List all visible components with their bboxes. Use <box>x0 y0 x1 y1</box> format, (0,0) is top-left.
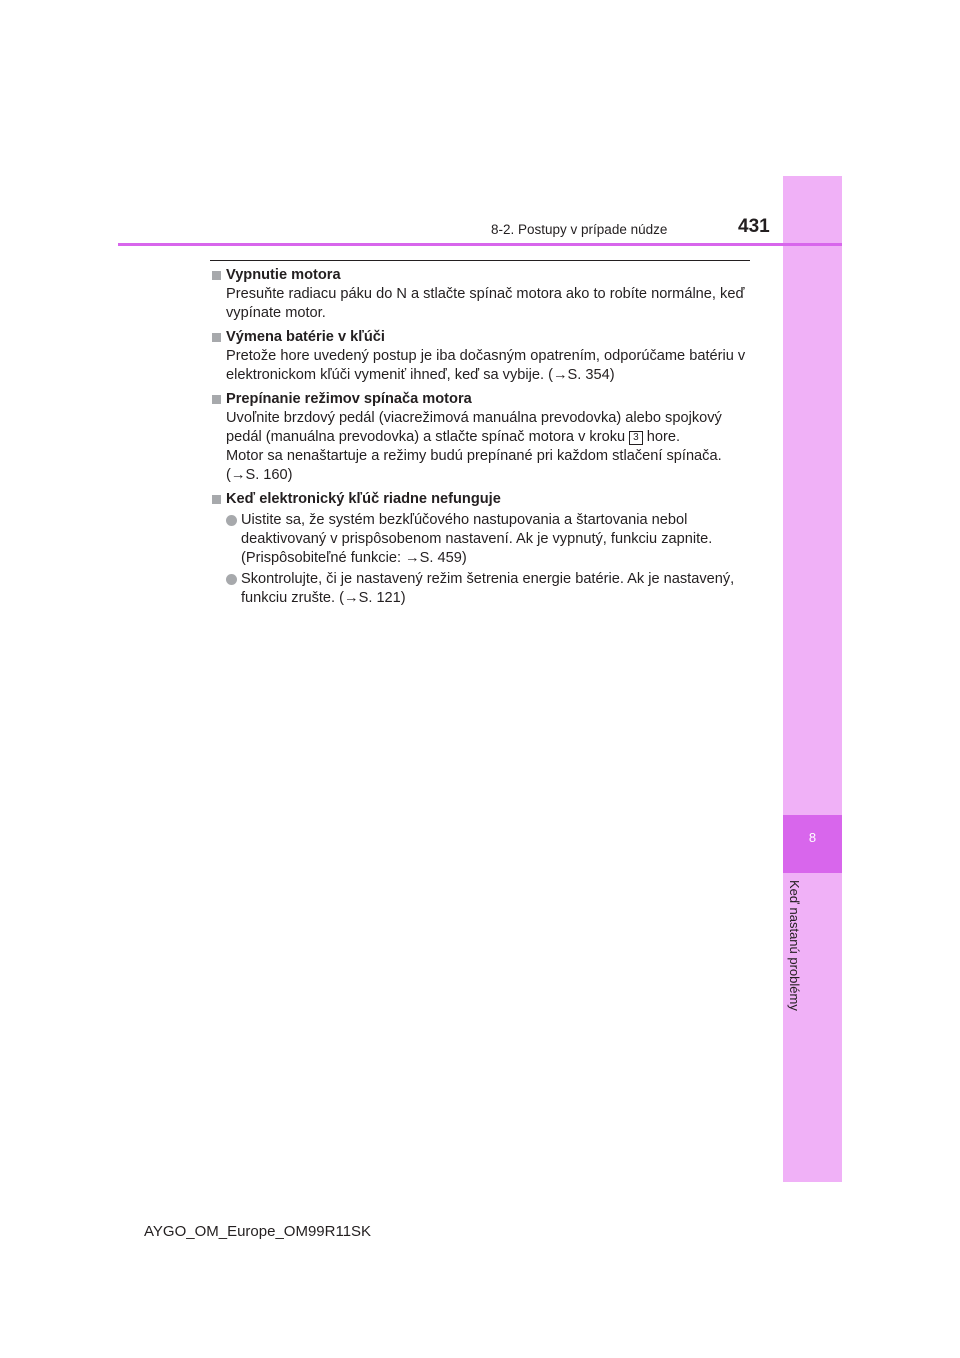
chapter-title: Keď nastanú problémy <box>787 880 802 1011</box>
item-key-malfunction <box>210 490 750 608</box>
square-bullet-icon <box>212 333 221 342</box>
content-top-rule <box>210 260 750 261</box>
item-heading: Vypnutie motora <box>226 267 341 283</box>
list-item <box>226 511 750 568</box>
chapter-number: 8 <box>808 830 817 845</box>
item-text: Pretože hore uvedený postup je iba dočasným opatrením, odporúčame batériu v elektronickom kľúči vymeniť ihneď, keď sa vybije. (→S. 354) <box>226 348 746 383</box>
item-text-before-step: Uvoľnite brzdový pedál (viacrežimová manuálna prevodovka) alebo spojkový pedál (manuálna prevodovka) a stlačte spínač motora v kroku <box>226 410 722 445</box>
circle-bullet-icon <box>226 574 237 585</box>
item-switch-modes <box>210 390 750 485</box>
bullet-text: Uistite sa, že systém bezkľúčového nastupovania a štartovania nebol deaktivovaný v prispôsobenom nastavení. Ak je vypnutý, funkciu zapnite. (Prispôsobiteľné funkcie: →S. 459) <box>241 512 713 566</box>
item-text-2: Motor sa nenaštartuje a režimy budú prepínané pri každom stlačení spínača. (→S. 160) <box>226 448 722 483</box>
circle-bullet-icon <box>226 515 237 526</box>
bullet-text: Skontrolujte, či je nastavený režim šetrenia energie batérie. Ak je nastavený, funkciu zrušte. (→S. 121) <box>241 571 735 606</box>
item-text: Presuňte radiacu páku do N a stlačte spínač motora ako to robíte normálne, keď vypínate motor. <box>226 286 745 321</box>
item-key-battery <box>210 328 750 385</box>
square-bullet-icon <box>212 495 221 504</box>
page-content <box>210 266 750 613</box>
item-heading: Výmena batérie v kľúči <box>226 329 385 345</box>
header-divider <box>118 243 842 246</box>
document-id: AYGO_OM_Europe_OM99R11SK <box>144 1223 372 1240</box>
section-title: 8-2. Postupy v prípade núdze <box>491 222 668 237</box>
list-item <box>226 570 750 608</box>
item-text-after-step: hore. <box>646 429 681 445</box>
square-bullet-icon <box>212 395 221 404</box>
item-text <box>226 409 750 447</box>
step-number-box: 3 <box>629 431 643 445</box>
item-heading: Keď elektronický kľúč riadne nefunguje <box>226 491 501 507</box>
square-bullet-icon <box>212 271 221 280</box>
item-engine-off <box>210 266 750 323</box>
item-heading: Prepínanie režimov spínača motora <box>226 391 472 407</box>
page-number: 431 <box>738 216 770 237</box>
